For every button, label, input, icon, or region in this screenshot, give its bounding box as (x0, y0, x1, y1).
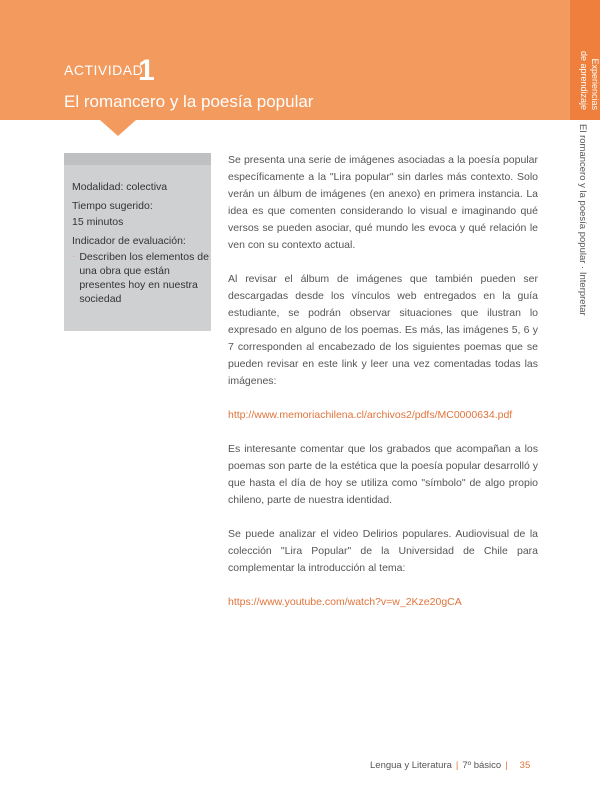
activity-number: 1 (138, 54, 155, 87)
running-head: El romancero y la poesía popular · Interpretar (577, 124, 588, 316)
side-tab-line1: Experiencias (590, 58, 600, 110)
tiempo-value: 15 minutos (72, 216, 124, 228)
side-tab-text (578, 0, 600, 110)
link-youtube[interactable]: https://www.youtube.com/watch?v=w_2Kze20gCA (228, 596, 462, 608)
link-memoriachilena[interactable]: http://www.memoriachilena.cl/archivos2/pdfs/MC0000634.pdf (228, 409, 513, 421)
footer-separator-2: | (505, 760, 508, 771)
footer-separator: | (455, 760, 459, 771)
bullet-icon: · (72, 251, 76, 262)
header-notch (100, 120, 136, 136)
modalidad: Modalidad: colectiva (72, 181, 168, 193)
paragraph-4: Se puede analizar el video Delirios populares. Audiovisual de la colección "Lira Popular" de la Universidad de Chile para complementar la introducción al tema: (228, 528, 538, 574)
side-tab-line2: de aprendizaje (579, 50, 589, 110)
info-box-accent (64, 153, 211, 165)
indicador-text: Describen los elementos de una obra que están presentes hoy en nuestra sociedad (79, 251, 209, 305)
paragraph-1: Se presenta una serie de imágenes asociadas a la poesía popular específicamente a la "Lira popular" sin darles más contexto. Solo verán un álbum de imágenes (en anexo) en primera instancia. La idea es que comenten considerando lo visual e imaginando qué versos se pueden asociar, qué mundo les evoca y qué relación le ven con su contexto actual. (228, 154, 538, 251)
activity-title: El romancero y la poesía popular (64, 92, 314, 111)
activity-label: ACTIVIDAD (64, 62, 144, 78)
body-text (228, 152, 538, 628)
paragraph-3: Es interesante comentar que los grabados que acompañan a los poemas son parte de la estética que la poesía popular desarrolló y que hasta el día de hoy se utiliza como "símbolo" de algo propio chileno, parte de nuestra identidad. (228, 443, 538, 506)
info-content (72, 180, 212, 306)
footer-grade: 7º básico (462, 760, 502, 771)
indicador-label: Indicador de evaluación: (72, 235, 186, 247)
indicador-item (72, 250, 212, 306)
footer (370, 760, 530, 771)
paragraph-2: Al revisar el álbum de imágenes que también pueden ser descargadas desde los vínculos web entregados en la guía estudiante, se podrán observar situaciones que ilustran lo expresado en alguno de los poemas. Es más, las imágenes 5, 6 y 7 corresponden al encabezado de los siguientes poemas que se pueden revisar en este link y leer una vez comentadas todas las imágenes: (228, 273, 538, 387)
footer-subject: Lengua y Literatura (370, 760, 452, 771)
tiempo-label: Tiempo sugerido: (72, 200, 153, 212)
page-number: 35 (519, 760, 531, 771)
